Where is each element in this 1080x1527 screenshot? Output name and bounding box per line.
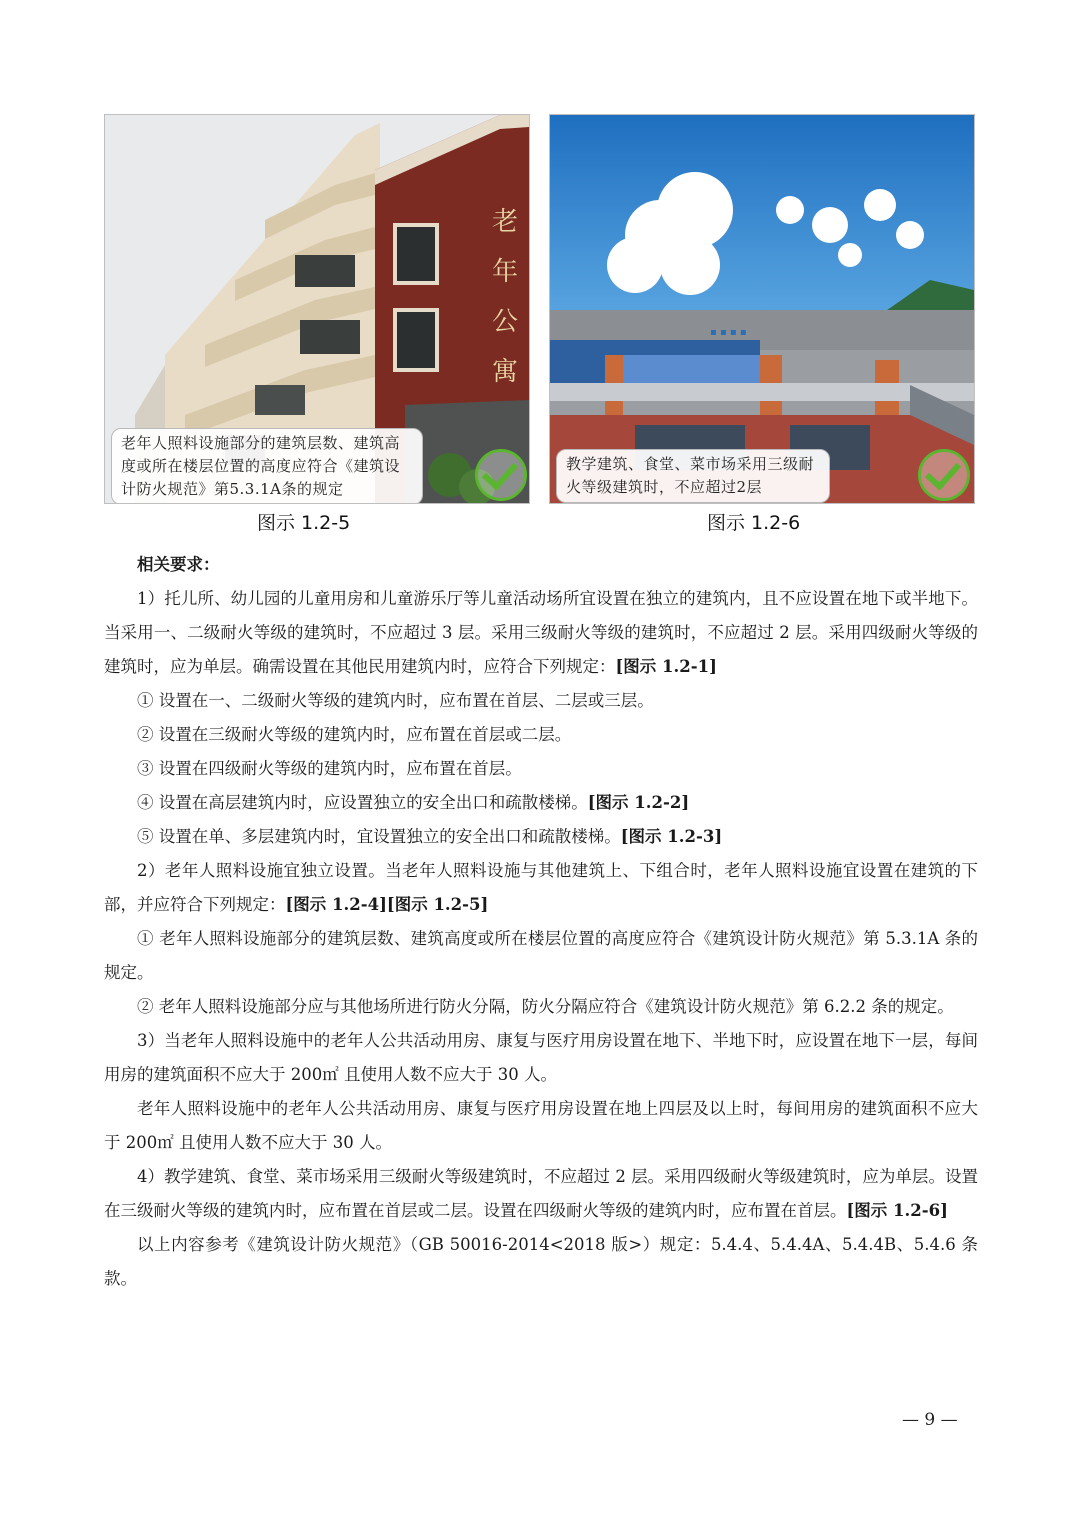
sign-char: 寓 [491, 357, 519, 387]
paragraph: 老年人照料设施中的老年人公共活动用房、康复与医疗用房设置在地上四层及以上时，每间用房的建筑面积不应大于 200㎡ 且使用人数不应大于 30 人。 [104, 1099, 978, 1152]
sign-char: 老 [491, 207, 519, 237]
figure-ref: [图示 1.2-1] [615, 657, 717, 676]
list-item: ⑤ 设置在单、多层建筑内时，宜设置独立的安全出口和疏散楼梯。[图示 1.2-3] [137, 827, 723, 846]
paragraph: 2）老年人照料设施宜独立设置。当老年人照料设施与其他建筑上、下组合时，老年人照料设施宜设置在建筑的下部，并应符合下列规定：[图示 1.2-4][图示 1.2-5] [104, 861, 978, 914]
checkmark-icon [475, 449, 527, 501]
roof-sign: ▪ ▪ ▪ ▪ [710, 327, 747, 338]
sign-char: 公 [491, 307, 519, 337]
list-item: ② 老年人照料设施部分应与其他场所进行防火分隔，防火分隔应符合《建筑设计防火规范》第 6.2.2 条的规定。 [137, 997, 954, 1016]
list-item: ④ 设置在高层建筑内时，应设置独立的安全出口和疏散楼梯。[图示 1.2-2] [137, 793, 690, 812]
figure-caption: 图示 1.2-6 [707, 512, 801, 534]
page-number: — 9 — [902, 1410, 958, 1430]
paragraph: 1）托儿所、幼儿园的儿童用房和儿童游乐厅等儿童活动场所宜设置在独立的建筑内，且不应设置在地下或半地下。当采用一、二级耐火等级的建筑时，不应超过 3 层。采用三级耐火等级的建筑时，不应超过 2 层。采用四级耐火等级的建筑时，应为单层。确需设置在其他民用建筑内时，应符合下列规定：[图示 1.2-1] [104, 589, 978, 676]
figure-note: 教学建筑、食堂、菜市场采用三级耐火等级建筑时，不应超过2层 [556, 449, 830, 503]
list-item: ② 设置在三级耐火等级的建筑内时，应布置在首层或二层。 [137, 725, 572, 744]
paragraph: 以上内容参考《建筑设计防火规范》（GB 50016-2014<2018 版>）规定：5.4.4、5.4.4A、5.4.4B、5.4.6 条款。 [104, 1235, 978, 1288]
list-item: ① 设置在一、二级耐火等级的建筑内时，应布置在首层、二层或三层。 [137, 691, 654, 710]
figure-caption: 图示 1.2-5 [257, 512, 351, 534]
checkmark-icon [918, 449, 970, 501]
section-heading: 相关要求： [137, 555, 220, 574]
paragraph: 3）当老年人照料设施中的老年人公共活动用房、康复与医疗用房设置在地下、半地下时，应设置在地下一层，每间用房的建筑面积不应大于 200㎡ 且使用人数不应大于 30 人。 [104, 1031, 978, 1084]
figure-school-building [549, 114, 975, 504]
paragraph: 4）教学建筑、食堂、菜市场采用三级耐火等级建筑时，不应超过 2 层。采用四级耐火等级建筑时，应为单层。设置在三级耐火等级的建筑内时，应布置在首层或二层。设置在四级耐火等级的建筑内时，应布置在首层。[图示 1.2-6] [104, 1167, 978, 1220]
figure-note: 老年人照料设施部分的建筑层数、建筑高度或所在楼层位置的高度应符合《建筑设计防火规范》第5.3.1A条的规定 [111, 428, 423, 504]
figure-ref: [图示 1.2-2] [587, 793, 690, 812]
figure-ref: [图示 1.2-3] [620, 827, 723, 846]
school-photo [550, 115, 974, 503]
body-text [104, 548, 978, 1296]
figure-ref: [图示 1.2-6] [846, 1201, 948, 1220]
list-item: ① 老年人照料设施部分的建筑层数、建筑高度或所在楼层位置的高度应符合《建筑设计防火规范》第 5.3.1A 条的规定。 [104, 929, 978, 982]
sign-char: 年 [491, 257, 519, 287]
figure-ref: [图示 1.2-4][图示 1.2-5] [285, 895, 489, 914]
list-item: ③ 设置在四级耐火等级的建筑内时，应布置在首层。 [137, 759, 522, 778]
figure-elderly-apartment [104, 114, 530, 504]
